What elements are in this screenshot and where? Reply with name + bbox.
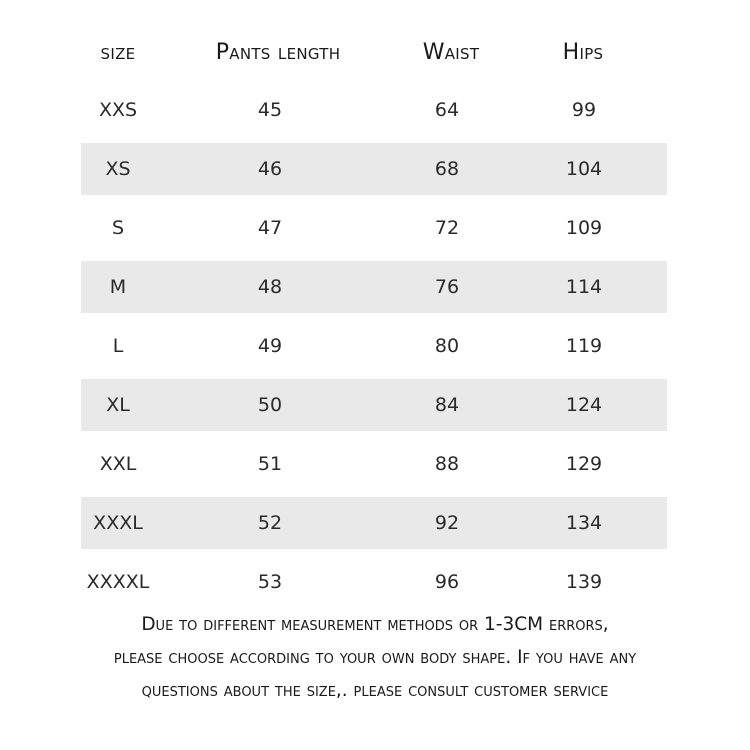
cell-size: XXXXL — [86, 571, 150, 593]
cell-size: XXL — [99, 453, 137, 475]
note-line: questions about the size,. please consult customer service — [141, 680, 609, 701]
measurement-note — [0, 608, 750, 707]
table-row — [81, 143, 667, 195]
cell-hips: 114 — [565, 276, 603, 298]
cell-size: XXS — [98, 99, 138, 121]
table-row — [81, 438, 667, 490]
cell-pants-length: 51 — [257, 453, 283, 475]
cell-hips: 134 — [565, 512, 603, 534]
cell-waist: 88 — [434, 453, 460, 475]
cell-waist: 76 — [434, 276, 460, 298]
cell-size: L — [112, 335, 124, 357]
cell-pants-length: 49 — [257, 335, 283, 357]
cell-waist: 96 — [434, 571, 460, 593]
cell-hips: 124 — [565, 394, 603, 416]
table-header — [0, 30, 750, 76]
note-line: Due to different measurement methods or 1-3CM errors, — [141, 614, 609, 635]
cell-hips: 99 — [571, 99, 597, 121]
note-line: please choose according to your own body shape. If you have any — [113, 647, 637, 668]
cell-pants-length: 50 — [257, 394, 283, 416]
cell-waist: 92 — [434, 512, 460, 534]
cell-waist: 80 — [434, 335, 460, 357]
table-row — [81, 320, 667, 372]
cell-pants-length: 47 — [257, 217, 283, 239]
cell-pants-length: 45 — [257, 99, 283, 121]
header-hips: Hips — [562, 40, 604, 65]
cell-hips: 104 — [565, 158, 603, 180]
cell-size: XXXL — [93, 512, 143, 534]
table-row — [81, 261, 667, 313]
cell-waist: 72 — [434, 217, 460, 239]
cell-size: XS — [105, 158, 131, 180]
cell-waist: 64 — [434, 99, 460, 121]
cell-waist: 68 — [434, 158, 460, 180]
table-row — [81, 379, 667, 431]
table-row — [81, 497, 667, 549]
cell-hips: 139 — [565, 571, 603, 593]
cell-pants-length: 52 — [257, 512, 283, 534]
header-size: size — [100, 40, 136, 65]
header-waist: Waist — [422, 40, 480, 65]
cell-size: XL — [106, 394, 130, 416]
table-row — [81, 556, 667, 608]
cell-hips: 129 — [565, 453, 603, 475]
cell-pants-length: 46 — [257, 158, 283, 180]
table-row — [81, 84, 667, 136]
cell-hips: 109 — [565, 217, 603, 239]
table-row — [81, 202, 667, 254]
cell-waist: 84 — [434, 394, 460, 416]
cell-hips: 119 — [565, 335, 603, 357]
cell-size: S — [111, 217, 125, 239]
header-pants-length: Pants length — [215, 40, 341, 65]
cell-size: M — [109, 276, 127, 298]
cell-pants-length: 53 — [257, 571, 283, 593]
cell-pants-length: 48 — [257, 276, 283, 298]
